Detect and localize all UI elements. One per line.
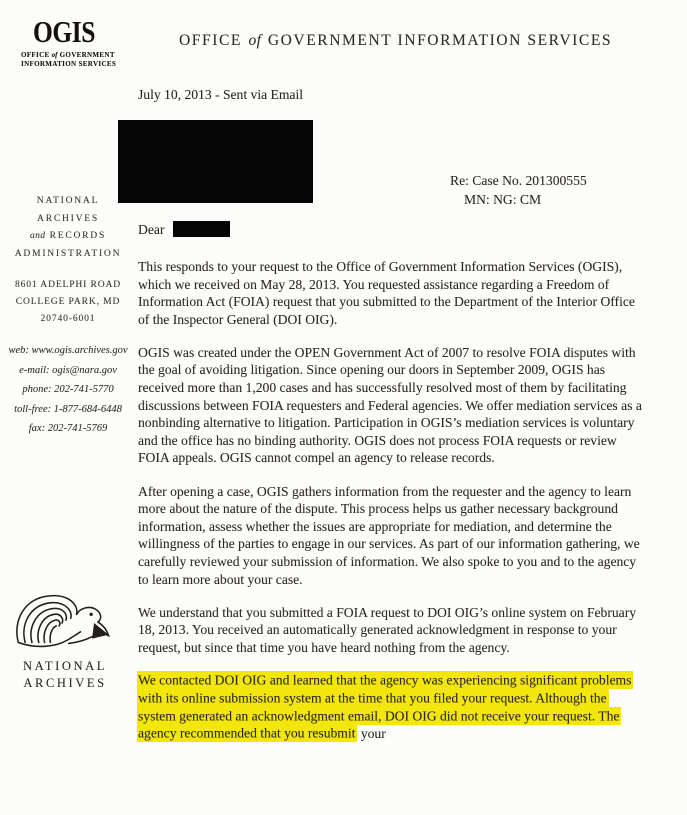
highlighted-text: We contacted DOI OIG and learned that the agency was experiencing significant problems with its online submission system at the time that you filed your request. Although the system generated an acknowledgment email, DOI OIG did not receive your request. The agency recommended that you resubmit: [138, 672, 632, 741]
salutation-line: [138, 221, 230, 238]
paragraph: We understand that you submitted a FOIA request to DOI OIG’s online system on February 18, 2013. You received an automatically generated acknowledgment in response to your request, but since that time you have heard nothing from the agency.: [138, 604, 637, 655]
address-line: 8601 ADELPHI ROAD: [14, 280, 122, 290]
contact-line-fax: fax: 202-741-5769: [28, 423, 108, 434]
address-line: 20740-6001: [40, 314, 96, 324]
address-line: COLLEGE PARK, MD: [15, 297, 121, 307]
org-word-and: and: [29, 231, 46, 241]
letter-body: [138, 258, 642, 758]
salutation-word: Dear: [138, 222, 165, 237]
title-word-of: of: [248, 32, 262, 49]
title-word: GOVERNMENT INFORMATION SERVICES: [267, 32, 613, 49]
tagline-word: OFFICE: [21, 51, 50, 59]
tagline-word: GOVERNMENT: [59, 51, 115, 59]
ogis-logo: [21, 16, 125, 69]
org-word: RECORDS: [49, 231, 107, 241]
document-title: [179, 32, 612, 50]
sidebar-contact: [0, 341, 136, 439]
title-word: OFFICE: [179, 32, 243, 49]
sidebar-organization: [2, 193, 134, 263]
redacted-recipient-block: [118, 120, 313, 203]
highlighted-paragraph: [138, 672, 642, 742]
case-number-line: Re: Case No. 201300555: [450, 173, 587, 188]
reference-initials-line: MN: NG: CM: [464, 191, 542, 207]
seal-line: NATIONAL: [23, 659, 107, 673]
ogis-logo-acronym: OGIS: [33, 14, 95, 49]
ogis-tagline-line2: INFORMATION SERVICES: [21, 60, 117, 68]
seal-caption: [2, 658, 128, 691]
paragraph: This responds to your request to the Office of Government Information Services (OGIS), which we received on May 28, 2013. You requested assistance regarding a Freedom of Information Act (FOIA) request that you submitted to the Department of the Interior Office of the Inspector General (DOI OIG).: [138, 259, 635, 327]
ogis-logo-tagline: [21, 51, 125, 69]
tagline-word: of: [51, 51, 58, 59]
redacted-name: [173, 221, 230, 237]
contact-line-phone: phone: 202-741-5770: [22, 384, 114, 395]
contact-line-tollfree: toll-free: 1-877-684-6448: [14, 403, 122, 415]
ogis-tagline-line1: [21, 51, 125, 60]
org-line: NATIONAL: [36, 196, 100, 206]
org-line: [2, 228, 134, 246]
contact-line-email: e-mail: ogis@nara.gov: [19, 364, 117, 376]
date-line: July 10, 2013 - Sent via Email: [138, 87, 303, 102]
paragraph: OGIS was created under the OPEN Government Act of 2007 to resolve FOIA disputes with the goal of avoiding litigation. Since opening our doors in September 2009, OGIS has received more than 1,200 cases and has successfully resolved most of them by facilitating discussions between FOIA requesters and Federal agencies. We offer mediation services as a nonbinding alternative to litigation. Participation in OGIS’s mediation services is voluntary and the office has no binding authority. OGIS does not process FOIA requests or review FOIA appeals. OGIS cannot compel an agency to release records.: [138, 344, 642, 466]
seal-line: ARCHIVES: [23, 675, 107, 690]
highlight-trailing-text: your: [357, 725, 386, 741]
national-archives-eagle-logo: [12, 592, 114, 658]
org-line: ARCHIVES: [37, 213, 99, 224]
contact-line-web: web: www.ogis.archives.gov: [8, 345, 128, 356]
org-line: ADMINISTRATION: [14, 248, 122, 259]
case-reference: [450, 172, 587, 209]
sidebar-address: [2, 277, 134, 328]
paragraph: After opening a case, OGIS gathers information from the requester and the agency to learn more about the nature of the dispute. This process helps us gather necessary background information, assess whether the issues are appropriate for mediation, and determine the willingness of the parties to engage in our services. As part of our information gathering, we carefully reviewed your submission of information. We also spoke to you and to the agency to learn more about your case.: [138, 483, 640, 587]
